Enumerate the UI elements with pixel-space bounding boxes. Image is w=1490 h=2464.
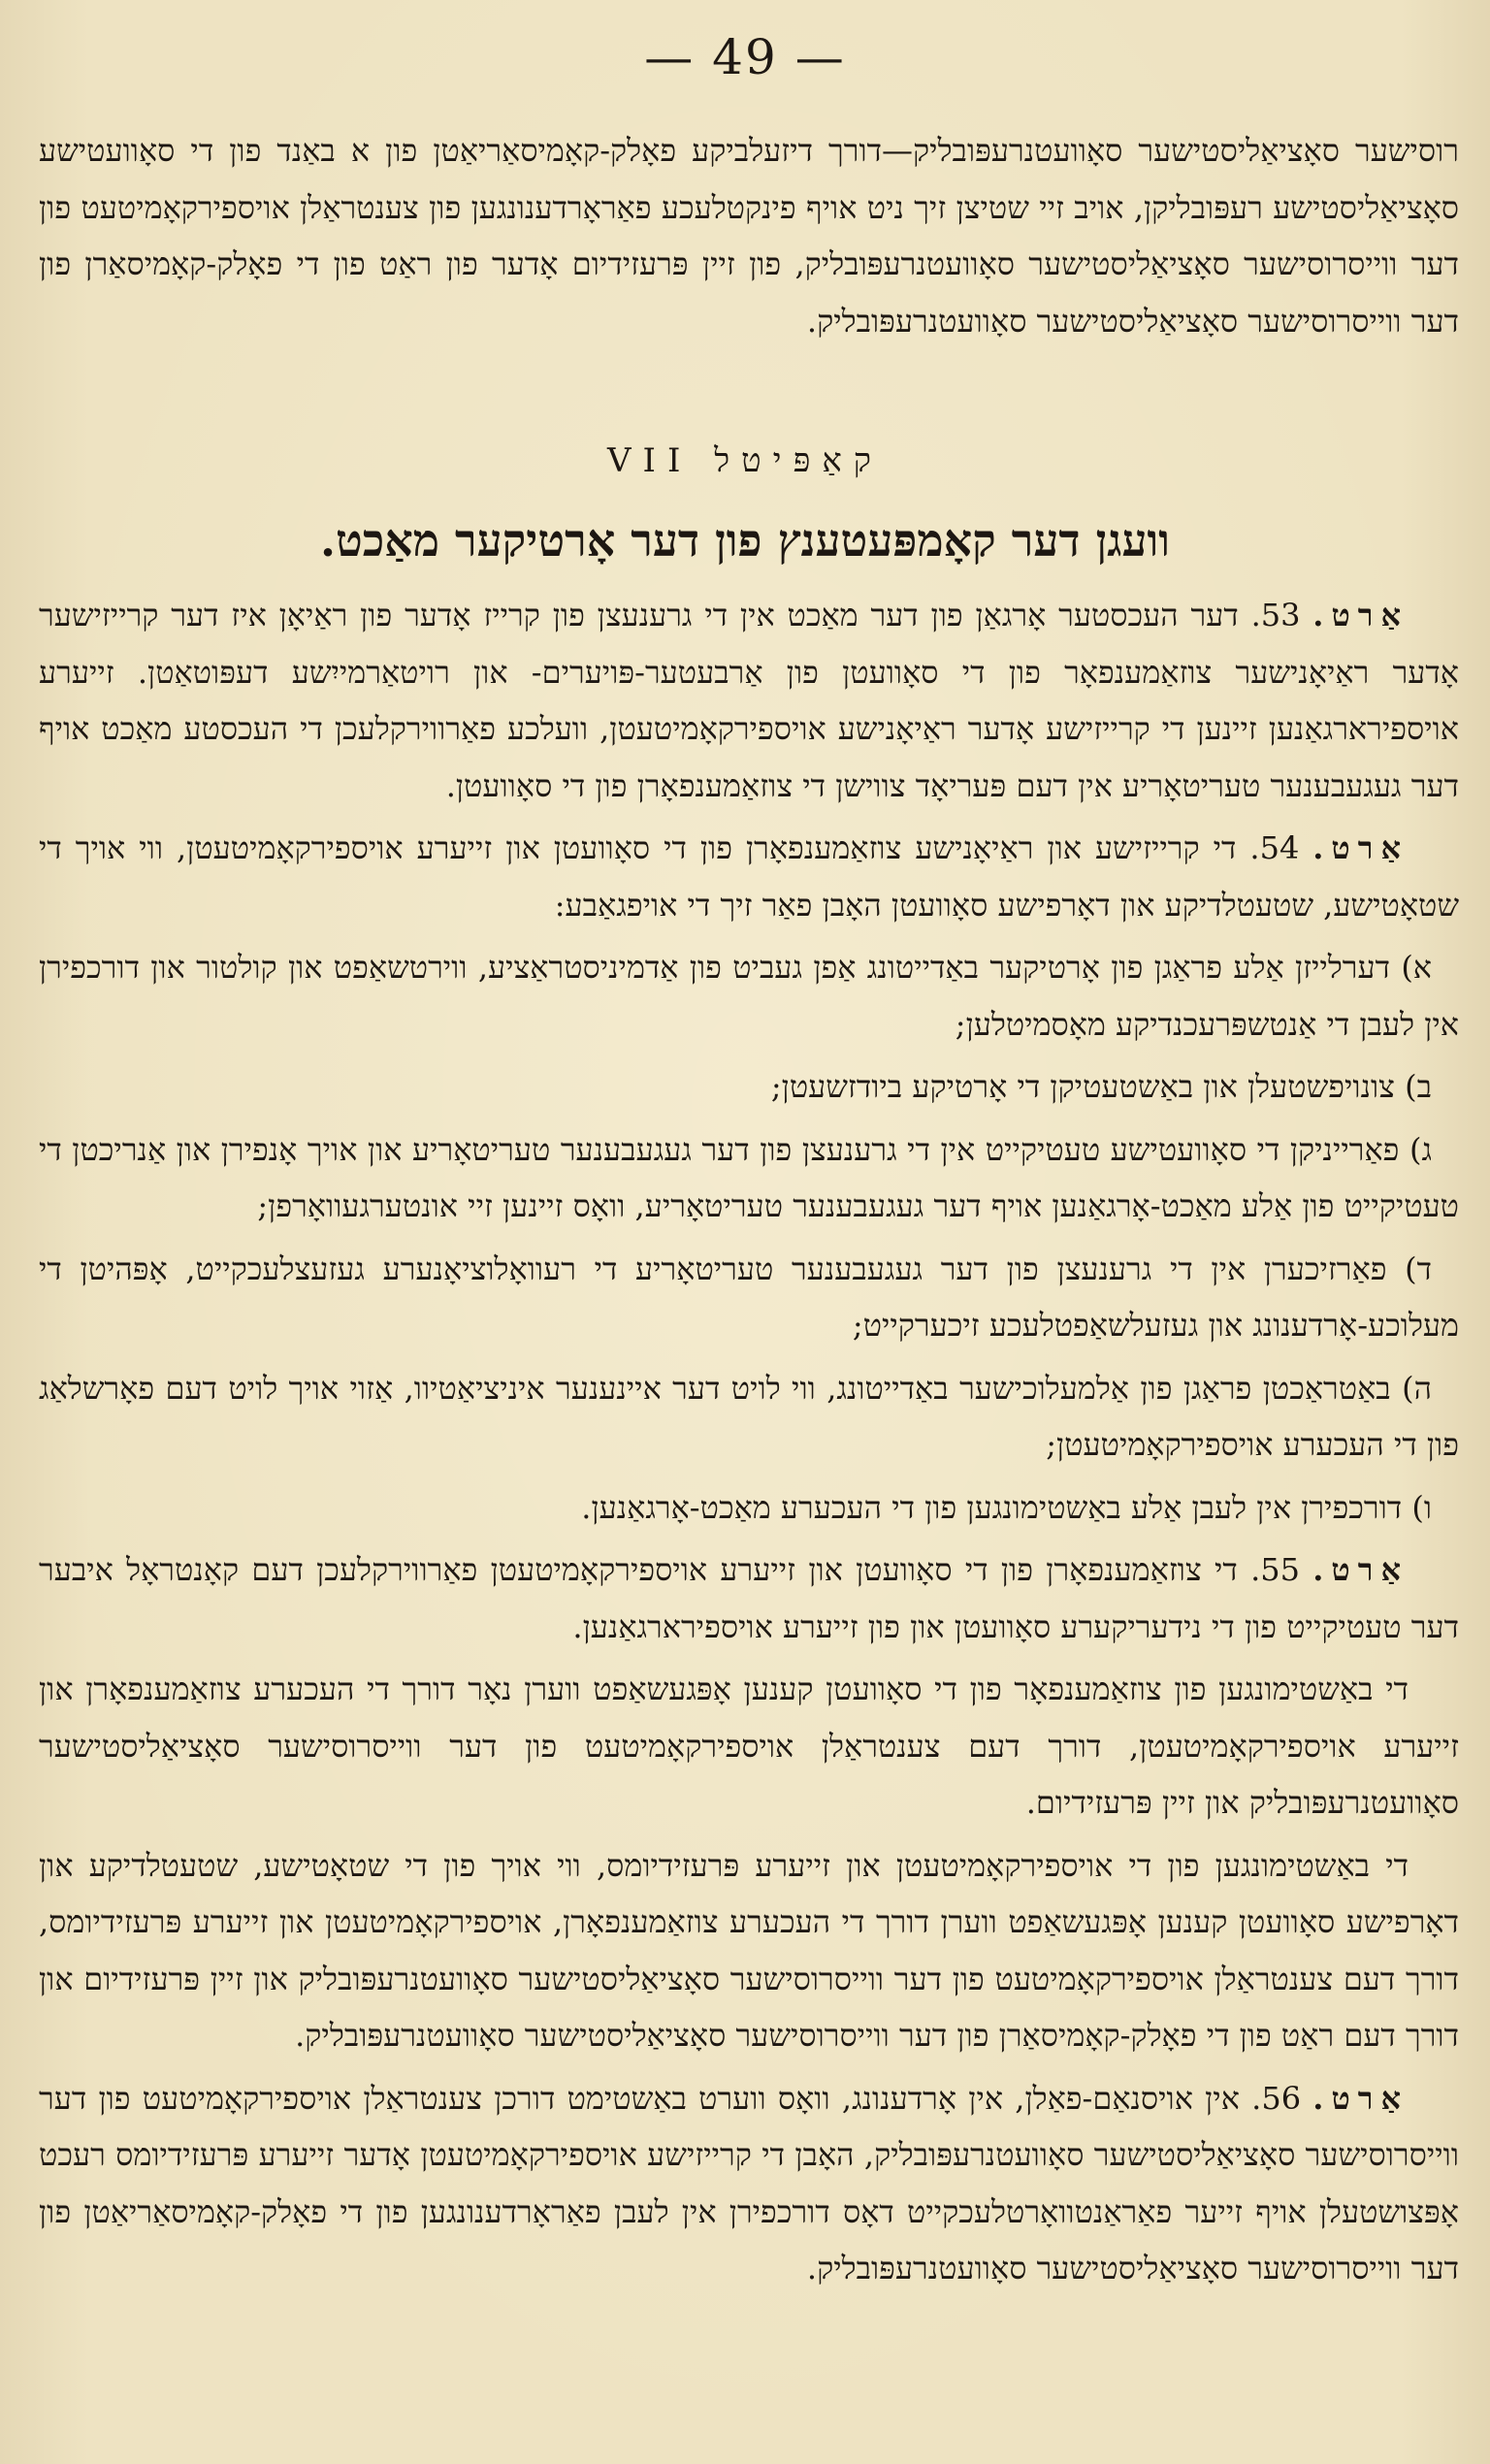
article-text: די קרייזישע און ראַיאָנישע צוזאַמענפאָרן פון די סאָוועטן און זייערע אויספירקאָמיטעטן, ווי אויך די שטאָטישע, שטעטלדיקע און דאָרפישע סאָוועטן האָבן פאַר זיך די אויפגאַבע:	[39, 829, 1459, 924]
article-54	[39, 820, 1459, 933]
chapter-title: וועגן דער קאָמפּעטענץ פון דער אָרטיקער מאַכט.	[319, 514, 1171, 567]
article-number: 54.	[1249, 829, 1300, 866]
articles-block	[39, 587, 1459, 2303]
chapter-label: קאַפּיטל VII	[607, 441, 883, 480]
article-number: 55.	[1250, 1551, 1300, 1588]
article-56	[39, 2070, 1459, 2297]
article-text: די צוזאַמענפאָרן פון די סאָוועטן און זייערע אויספירקאָמיטעטן פאַרווירקלעכן דעם קאָנטראָל איבער דער טעטיקייט פון די נידעריקערע סאָוועטן און פון זייערע אויספירארגאַנען.	[39, 1551, 1459, 1645]
page-number: — 49 —	[644, 29, 846, 85]
list-item-a: א) דערלייזן אַלע פראַגן פון אָרטיקער באַדייטונג אַפן געביט פון אַדמיניסטראַציע, ווירטשאַפט און קולטור און דורכפירן אין לעבן די אַנטשפּרעכנדיקע מאָסמיטלען;	[39, 949, 1459, 1043]
article-55-paragraph-2: די באַשטימונגען פון די אויספירקאָמיטעטן און זייערע פּרעזידיומס, ווי אויך פון די שטאָטישע, שטעטלדיקע און דאָרפישע סאָוועטן קענען אָפּגעשאַפט ווערן דורך די העכערע צוזאַמענפאָרן, אויספירקאָמיטעטן און זייערע פּרעזידיומס, דורך דעם צענטראַלן אויספירקאָמיטעט פון דער ווייסרוסישער סאָציאַליסטישער סאָוועטנרעפּובליק און זיין פּרעזידיום און דורך דעם ראַט פון די פאָלק-קאָמיסאַרן פון דער ווייסרוסישער סאָציאַליסטישער סאָוועטנרעפּובליק.	[39, 1846, 1459, 2054]
list-item-g: ג) פאַרייניקן די סאָוועטישע טעטיקייט אין די גרענעצן פון דער געגעבענער טעריטאָריע און אויך אָנפירן און אַנריכטן די טעטיקייט פון אַלע מאַכט-אָרגאַנען אויף דער געגעבענער טעריטאָריע, וואָס זיינען זיי אונטערגעוואָרפן;	[39, 1130, 1459, 1224]
article-number: 56.	[1251, 2079, 1302, 2117]
article-label: אַרט.	[1312, 829, 1409, 866]
article-text: דער העכסטער אָרגאַן פון דער מאַכט אין די גרענעצן פון קרייז אָדער פון ראַיאָן איז דער קרייזישער אָדער ראַיאָנישער צוזאַמענפאָר פון די סאָוועטן פון אַרבעטער-פּויערים- און רויטאַרמייִשע דעפּוטאַטן. זייערע אויספירארגאַנען זיינען די קרייזישע אָדער ראַיאָנישע אויספירקאָמיטעטן, וועלכע פאַרווירקלעכן די העכסטע מאַכט אויף דער געגעבענער טעריטאָריע אין דעם פּעריאָד צווישן די צוזאַמענפאָרן פון די סאָוועטן.	[39, 597, 1460, 804]
article-55	[39, 1541, 1459, 1655]
intro-paragraph: רוסישער סאָציאַליסטישער סאָוועטנרעפּובליק—דורך דיזעלביקע פאָלק-קאָמיסאַריאַטן פון א באַנד פון די סאָוועטישע סאָציאַליסטישע רעפּובליקן, אויב זיי שטיצן זיך ניט אויף פינקטלעכע פאַראָרדענונגען פון צענטראַלן אויספירקאָמיטעט פון דער ווייסרוסישער סאָציאַליסטישער סאָוועטנרעפּובליק, פון זיין פּרעזידיום אָדער פון ראַט פון די פאָלק-קאָמיסאַרן פון דער ווייסרוסישער סאָציאַליסטישער סאָוועטנרעפּובליק.	[39, 132, 1460, 340]
article-53	[39, 587, 1459, 814]
article-label: אַרט.	[1312, 597, 1409, 633]
article-text: אין אויסנאַם-פאַלן, אין אָרדענונג, וואָס ווערט באַשטימט דורכן צענטראַלן אויספירקאָמיטעט פון דער ווייסרוסישער סאָציאַליסטישער סאָוועטנרעפּובליק, האָבן די קרייזישע אויספירקאָמיטעטן אָדער זייערע פּרעזידיומס רעכט אָפּצושטעלן אויף זייער פאַראַנטוואָרטלעכקייט דאָס דורכפירן אין לעבן פאַראָרדענונגען פון די פאָלק-קאָמיסאַריאַטן פון דער ווייסרוסישער סאָציאַליסטישער סאָוועטנרעפּובליק.	[39, 2079, 1459, 2286]
article-55-paragraph-1: די באַשטימונגען פון צוזאַמענפאָר פון די סאָוועטן קענען אָפּגעשאַפט ווערן נאָר דורך די העכערע צוזאַמענפאָרן און זייערע אויספירקאָמיטעטן, דורך דעם צענטראַלן אויספירקאָמיטעט פון דער ווייסרוסישער סאָציאַליסטישער סאָוועטנרעפּובליק און זיין פּרעזידיום.	[39, 1670, 1459, 1821]
list-item-b: ב) צונויפשטעלן און באַשטעטיקן די אָרטיקע ביודזשעטן;	[770, 1068, 1432, 1105]
list-item-h: ה) באַטראַכטן פראַגן פון אַלמעלוכישער באַדייטונג, ווי לויט דער איינענער איניציאַטיוו, אַזוי אויך לויט דעם פאָרשלאַג פון די העכערע אויספירקאָמיטעטן;	[39, 1369, 1459, 1463]
list-item-v: ו) דורכפירן אין לעבן אַלע באַשטימונגען פון די העכערע מאַכט-אָרגאַנען.	[581, 1488, 1432, 1526]
article-number: 53.	[1250, 597, 1301, 633]
list-item-d: ד) פאַרזיכערן אין די גרענעצן פון דער געגעבענער טעריטאָריע די רעוואָלוציאָנערע געזעצלעכקייט, אָפּהיטן די מעלוכע-אָרדענונג און געזעלשאַפטלעכע זיכערקייט;	[39, 1249, 1459, 1344]
article-label: אַרט.	[1312, 2079, 1409, 2117]
intro-text-block	[39, 122, 1459, 349]
article-label: אַרט.	[1312, 1551, 1409, 1588]
